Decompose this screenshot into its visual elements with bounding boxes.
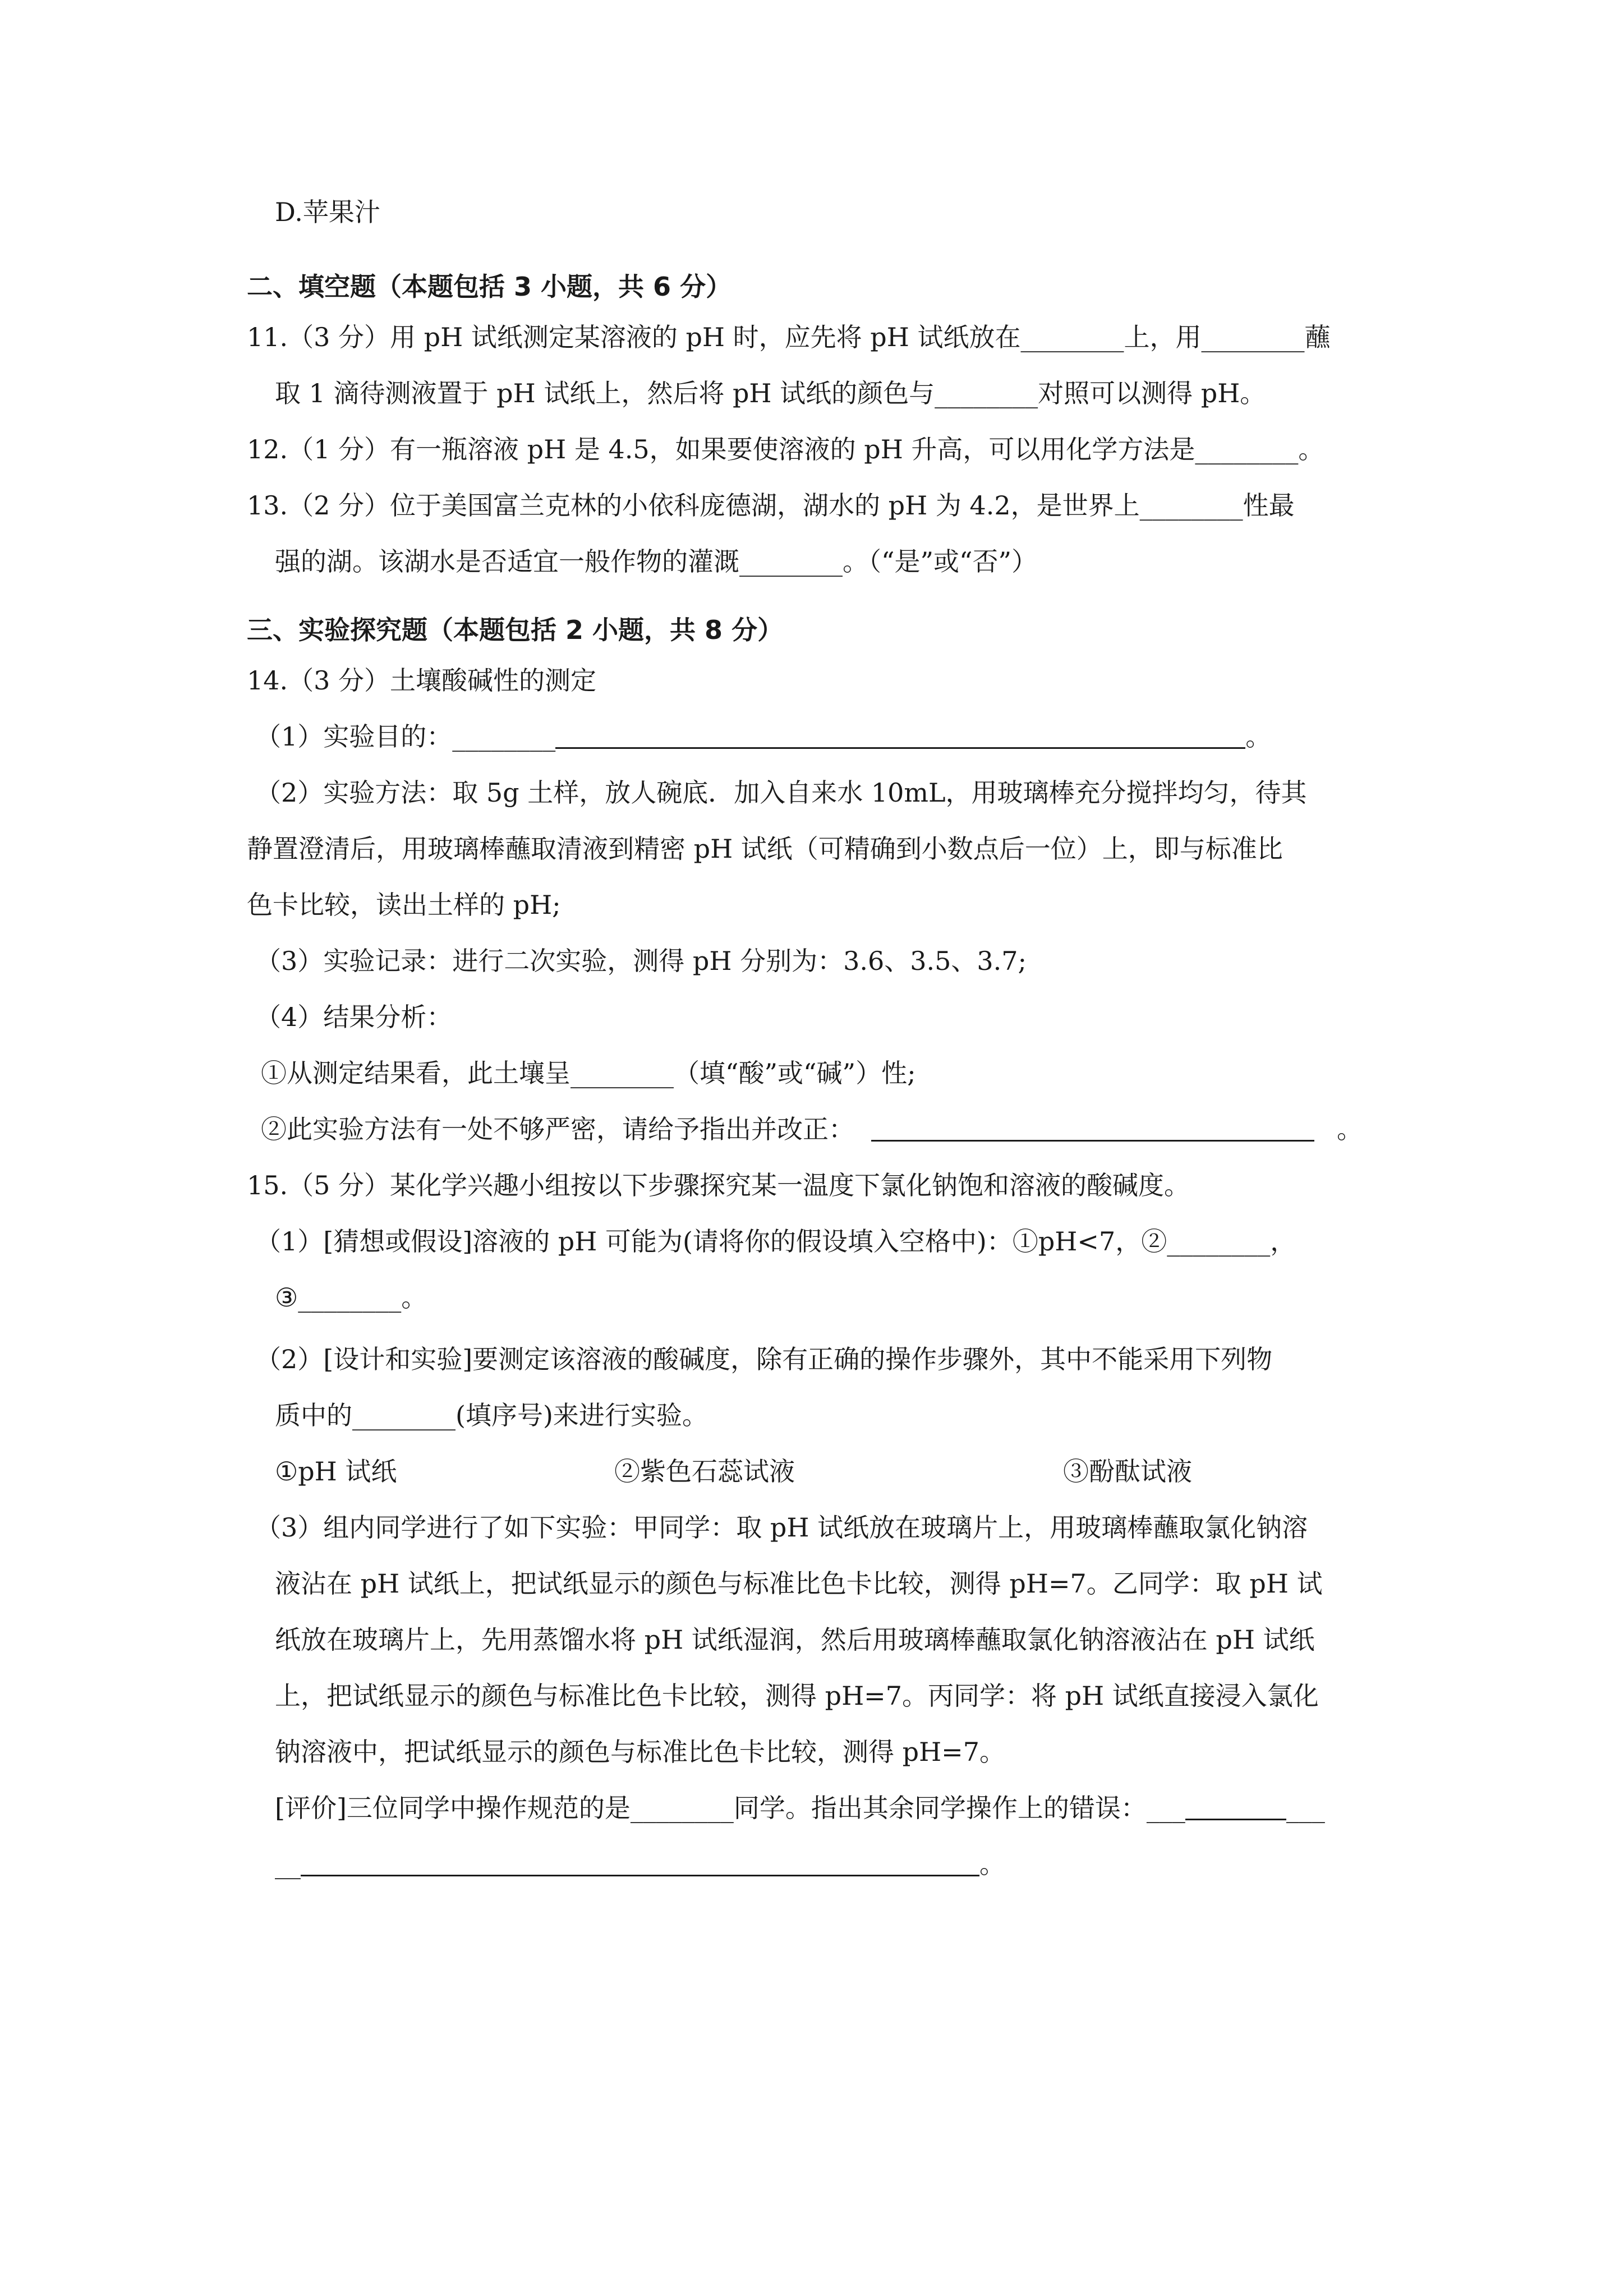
q14-analysis-2-label: ②此实验方法有一处不够严密，请给予指出并改正： — [261, 1114, 854, 1144]
q14-analysis-2-end: 。 — [1337, 1114, 1363, 1144]
q15-evaluation-tail: ___ — [1286, 1793, 1325, 1823]
q12-line: 12.（1 分）有一瓶溶液 pH 是 4.5，如果要使溶液的 pH 升高，可以用化学方法是________。 — [247, 434, 1324, 464]
q14-title: 14.（3 分）土壤酸碱性的测定 — [247, 665, 597, 696]
q15-answer-blank — [301, 1874, 979, 1876]
q15-evaluation-blank — [1185, 1818, 1286, 1820]
q15-experiment-line-3: 纸放在玻璃片上，先用蒸馏水将 pH 试纸湿润，然后用玻璃棒蘸取氯化钠溶液沾在 pH 试纸 — [275, 1625, 1315, 1655]
q11-line-1: 11.（3 分）用 pH 试纸测定某溶液的 pH 时，应先将 pH 试纸放在________上，用________蘸 — [247, 322, 1331, 352]
section-2-title: 二、填空题（本题包括 3 小题，共 6 分） — [247, 272, 732, 302]
q14-method-line-1: （2）实验方法：取 5g 土样，放人碗底．加入自来水 10mL，用玻璃棒充分搅拌均匀，待其 — [255, 777, 1307, 808]
q14-analysis-2-blank — [871, 1139, 1314, 1142]
q15-title: 15.（5 分）某化学兴趣小组按以下步骤探究某一温度下氯化钠饱和溶液的酸碱度。 — [247, 1170, 1190, 1200]
q15-experiment-line-4: 上，把试纸显示的颜色与标准比色卡比较，测得 pH=7。丙同学：将 pH 试纸直接浸入氯化 — [275, 1681, 1319, 1711]
q15-answer-line — [275, 1851, 1005, 1877]
q14-record-line: （3）实验记录：进行二次实验，测得 pH 分别为：3.6、3.5、3.7; — [255, 946, 1027, 976]
q15-option-ph-paper: ①pH 试纸 — [275, 1456, 397, 1487]
q15-hypothesis-line-1: （1）[猜想或假设]溶液的 pH 可能为(请将你的假设填入空格中)：①pH<7，②________， — [255, 1226, 1296, 1257]
q15-design-line-1: （2）[设计和实验]要测定该溶液的酸碱度，除有正确的操作步骤外，其中不能采用下列物 — [255, 1344, 1273, 1374]
q14-analysis-1: ①从测定结果看，此土壤呈________（填“酸”或“碱”）性; — [261, 1058, 916, 1088]
q13-line-2: 强的湖。该湖水是否适宜一般作物的灌溉________。（“是”或“否”） — [275, 546, 1038, 577]
q15-option-phenolphthalein: ③酚酞试液 — [1063, 1456, 1192, 1487]
section-3-title: 三、实验探究题（本题包括 2 小题，共 8 分） — [247, 615, 784, 645]
q14-purpose-line — [255, 721, 1272, 752]
option-d: D.苹果汁 — [275, 197, 380, 227]
q15-experiment-line-1: （3）组内同学进行了如下实验：甲同学：取 pH 试纸放在玻璃片上，用玻璃棒蘸取氯化钠溶 — [255, 1512, 1308, 1543]
q15-evaluation-text: [评价]三位同学中操作规范的是________同学。指出其余同学操作上的错误：___ — [275, 1793, 1185, 1823]
q14-analysis-2-line — [261, 1116, 1363, 1142]
q14-purpose-end: 。 — [1245, 721, 1272, 752]
q15-answer-lead: __ — [275, 1849, 301, 1879]
q14-purpose-blank — [555, 747, 1245, 749]
q14-analysis-line: （4）结果分析： — [255, 1002, 453, 1032]
q15-answer-end: 。 — [979, 1849, 1005, 1879]
q15-hypothesis-line-2: ③________。 — [275, 1282, 427, 1313]
q15-evaluation-line — [275, 1795, 1325, 1821]
q14-method-line-2: 静置澄清后，用玻璃棒蘸取清液到精密 pH 试纸（可精确到小数点后一位）上，即与标准比 — [247, 834, 1283, 864]
q15-experiment-line-2: 液沾在 pH 试纸上，把试纸显示的颜色与标准比色卡比较，测得 pH=7。乙同学：取 pH 试 — [275, 1568, 1323, 1599]
q11-line-2: 取 1 滴待测液置于 pH 试纸上，然后将 pH 试纸的颜色与________对照可以测得 pH。 — [275, 378, 1266, 408]
q15-design-line-2: 质中的________(填序号)来进行实验。 — [275, 1400, 708, 1430]
q14-method-line-3: 色卡比较，读出土样的 pH; — [247, 890, 561, 920]
q15-option-litmus: ②紫色石蕊试液 — [614, 1456, 795, 1487]
q14-purpose-label: （1）实验目的：________ — [255, 721, 556, 752]
q13-line-1: 13.（2 分）位于美国富兰克林的小依科庞德湖，湖水的 pH 为 4.2，是世界上________性最 — [247, 490, 1295, 521]
q15-experiment-line-5: 钠溶液中，把试纸显示的颜色与标准比色卡比较，测得 pH=7。 — [275, 1737, 1005, 1767]
